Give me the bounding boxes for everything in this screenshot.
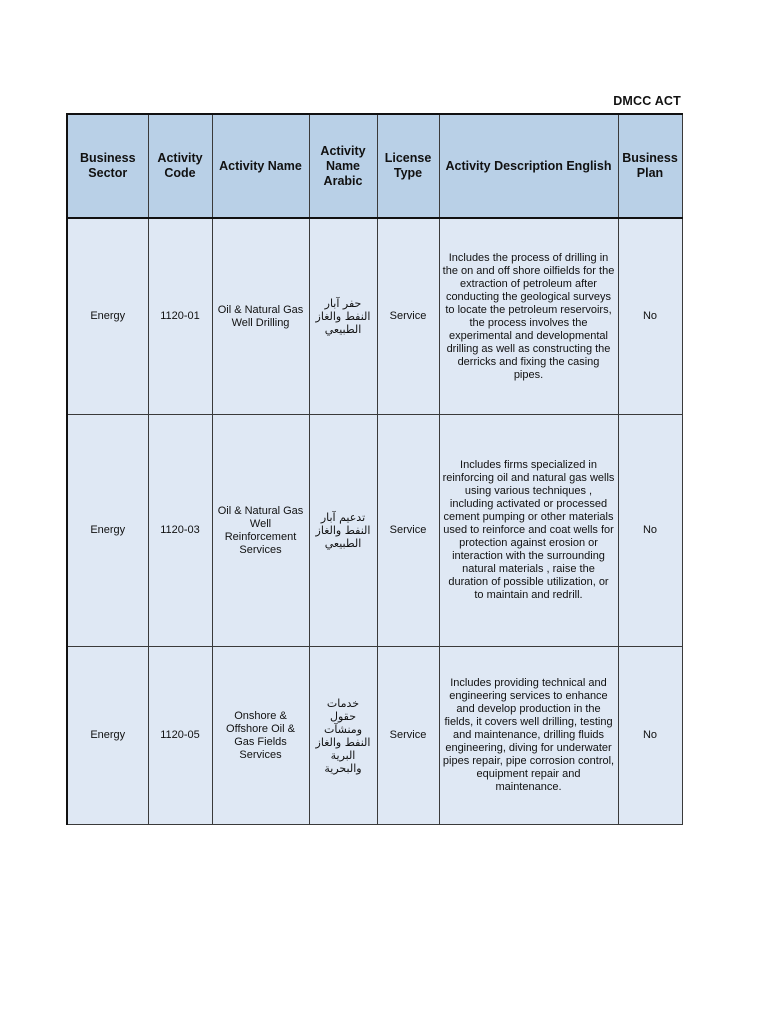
cell-activity-code: 1120-01 xyxy=(148,218,212,415)
cell-business-plan: No xyxy=(618,647,682,825)
cell-activity-description: Includes the process of drilling in the on and off shore oilfields for the extraction of petroleum after conducting the geological surveys to locate the petroleum reservoirs, the process involves the experimental and developmental drilling as well as constructing the derricks and fixing the casing pipes. xyxy=(439,218,618,415)
header-activity-code: Activity Code xyxy=(148,114,212,218)
table-row xyxy=(67,647,682,825)
header-license-type: License Type xyxy=(377,114,439,218)
header-activity-name: Activity Name xyxy=(212,114,309,218)
document-title: DMCC ACT xyxy=(613,94,681,108)
table-row xyxy=(67,415,682,647)
cell-business-sector: Energy xyxy=(67,647,148,825)
cell-license-type: Service xyxy=(377,415,439,647)
cell-business-plan: No xyxy=(618,415,682,647)
cell-activity-code: 1120-03 xyxy=(148,415,212,647)
cell-activity-name-arabic: خدمات حقول ومنشآت النفط والغاز البرية والبحرية xyxy=(309,647,377,825)
cell-activity-name-arabic: تدعيم آبار النفط والغاز الطبيعي xyxy=(309,415,377,647)
table-header-row xyxy=(67,114,682,218)
cell-activity-description: Includes firms specialized in reinforcing oil and natural gas wells using various techniques , including activated or processed cement pumping or other materials used to reinforce and coat wells for protection against erosion or interaction with the surrounding natural materials , raise the duration of possible utilization, or to maintain and redrill. xyxy=(439,415,618,647)
cell-activity-name: Oil & Natural Gas Well Reinforcement Services xyxy=(212,415,309,647)
cell-activity-description: Includes providing technical and engineering services to enhance and develop production in the fields, it covers well drilling, testing and maintenance, drilling fluids engineering, diving for underwater pipes repair, pipe corrosion control, equipment repair and maintenance. xyxy=(439,647,618,825)
cell-activity-name: Onshore & Offshore Oil & Gas Fields Services xyxy=(212,647,309,825)
cell-business-sector: Energy xyxy=(67,218,148,415)
cell-activity-name: Oil & Natural Gas Well Drilling xyxy=(212,218,309,415)
activity-table xyxy=(66,113,683,825)
cell-business-sector: Energy xyxy=(67,415,148,647)
cell-activity-code: 1120-05 xyxy=(148,647,212,825)
header-business-sector: Business Sector xyxy=(67,114,148,218)
table-row xyxy=(67,218,682,415)
header-business-plan: Business Plan xyxy=(618,114,682,218)
header-activity-description: Activity Description English xyxy=(439,114,618,218)
cell-activity-name-arabic: حفر آبار النفط والغاز الطبيعي xyxy=(309,218,377,415)
cell-license-type: Service xyxy=(377,218,439,415)
cell-license-type: Service xyxy=(377,647,439,825)
header-activity-name-arabic: Activity Name Arabic xyxy=(309,114,377,218)
cell-business-plan: No xyxy=(618,218,682,415)
